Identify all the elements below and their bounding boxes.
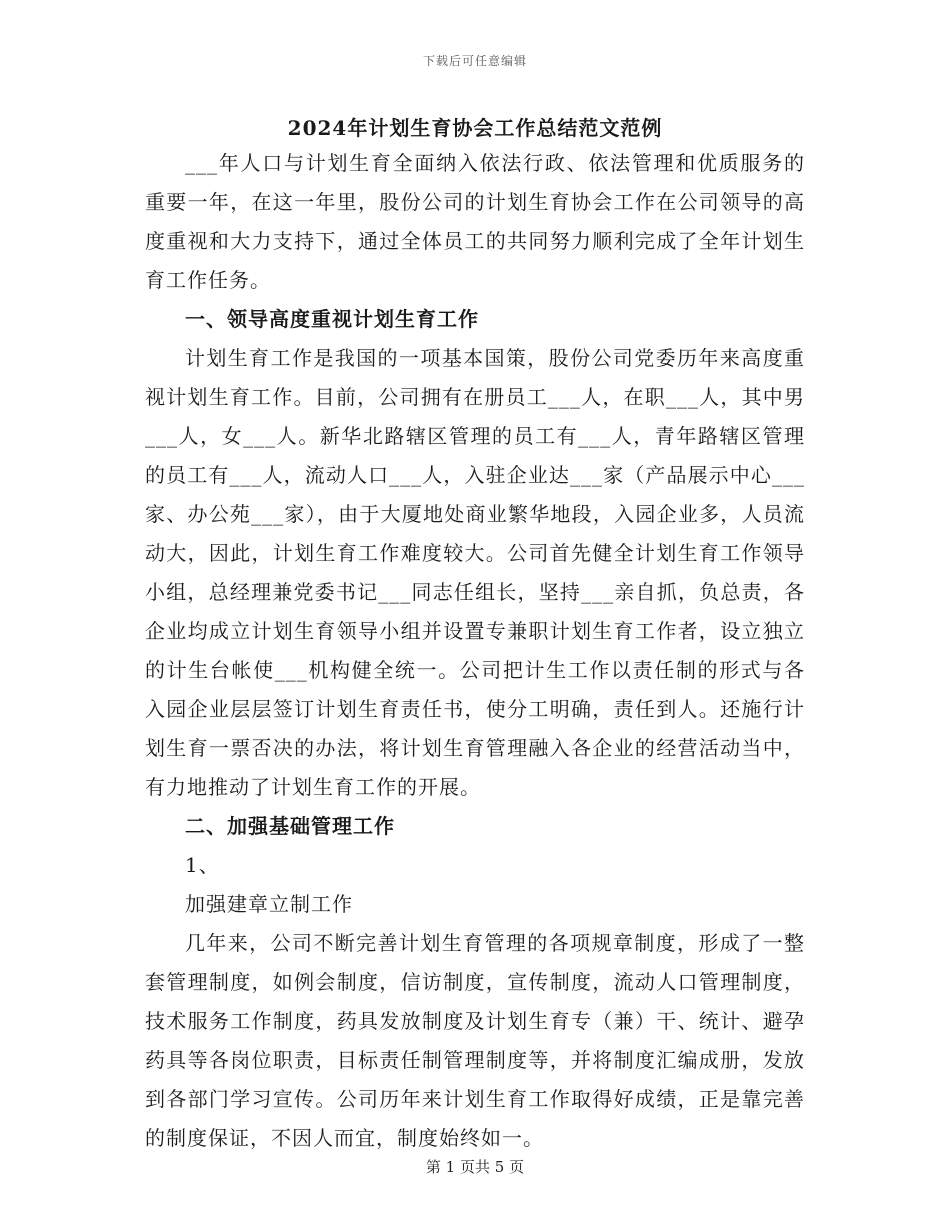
document-body (145, 112, 805, 1158)
section-2-paragraph: 几年来，公司不断完善计划生育管理的各项规章制度，形成了一整套管理制度，如例会制度，信访制度，宣传制度，流动人口管理制度，技术服务工作制度，药具发放制度及计划生育专（兼）干、统计、避孕药具等各岗位职责，目标责任制管理制度等，并将制度汇编成册，发放到各部门学习宣传。公司历年来计划生育工作取得好成绩，正是靠完善的制度保证，不因人而宜，制度始终如一。 (145, 931, 805, 1150)
section-1-paragraph: 计划生育工作是我国的一项基本国策，股份公司党委历年来高度重视计划生育工作。目前，公司拥有在册员工___人，在职___人，其中男___人，女___人。新华北路辖区管理的员工有___人，青年路辖区管理的员工有___人，流动人口___人，入驻企业达___家（产品展示中心___家、办公苑___家），由于大厦地处商业繁华地段，入园企业多，人员流动大，因此，计划生育工作难度较大。公司首先健全计划生育工作领导小组，总经理兼党委书记___同志任组长，坚持___亲自抓，负总责，各企业均成立计划生育领导小组并设置专兼职计划生育工作者，设立独立的计生台帐使___机构健全统一。公司把计生工作以责任制的形式与各入园企业层层签订计划生育责任书，使分工明确，责任到人。还施行计划生育一票否决的办法，将计划生育管理融入各企业的经营活动当中，有力地推动了计划生育工作的开展。 (145, 346, 805, 799)
intro-paragraph: ___年人口与计划生育全面纳入依法行政、依法管理和优质服务的重要一年，在这一年里，股份公司的计划生育协会工作在公司领导的高度重视和大力支持下，通过全体员工的共同努力顺利完成了全年计划生育工作任务。 (145, 151, 805, 292)
section-2-sub-number: 1、 (185, 853, 220, 877)
document-title: 2024年计划生育协会工作总结范文范例 (287, 116, 663, 140)
header-note: 下载后可任意编辑 (422, 54, 527, 68)
page-number: 第 1 页共 5 页 (425, 1158, 525, 1176)
section-2-heading: 二、加强基础管理工作 (185, 814, 395, 838)
section-2-sub-heading: 加强建章立制工作 (185, 892, 353, 916)
section-1-heading: 一、领导高度重视计划生育工作 (185, 307, 479, 331)
